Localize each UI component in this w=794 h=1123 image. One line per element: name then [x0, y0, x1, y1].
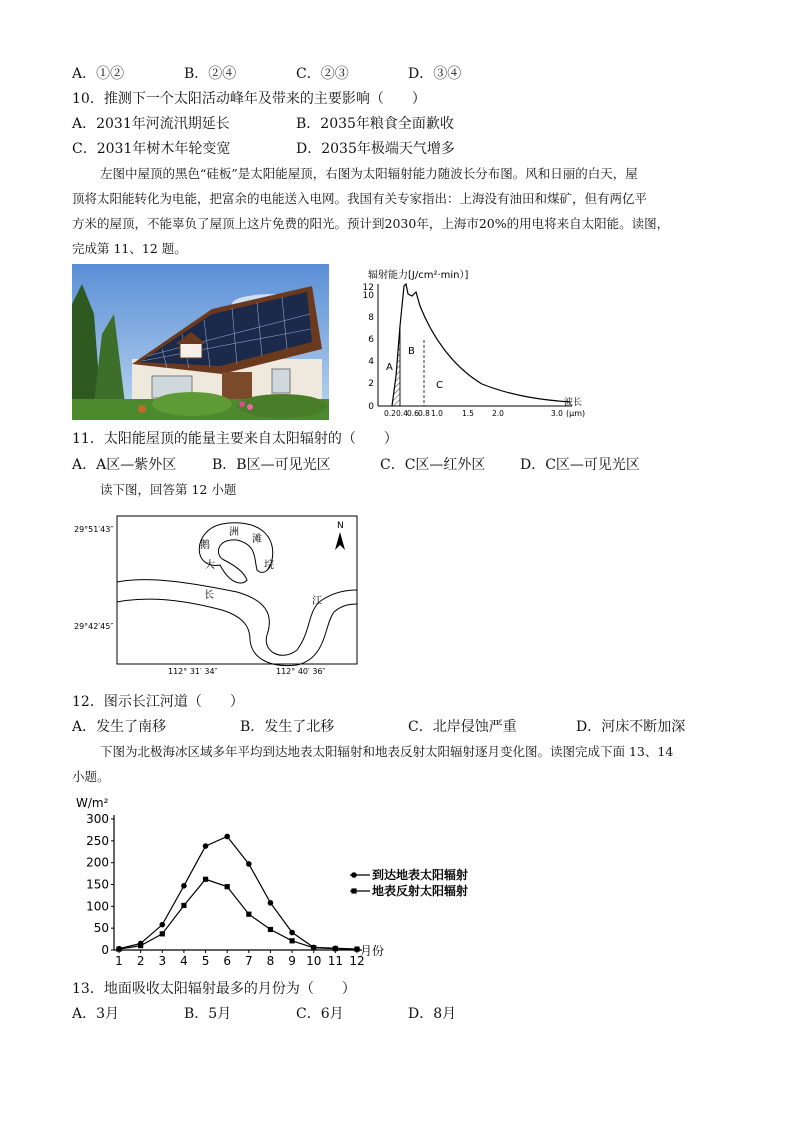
q12-option-d: D．河床不断加深	[576, 719, 686, 735]
spectrum-ytick-2: 2	[368, 379, 374, 389]
q13-stem: 13．地面吸收太阳辐射最多的月份为（ ）	[72, 981, 356, 997]
q13-option-a: A．3月	[72, 1006, 120, 1022]
chart-ytick-label: 0	[101, 943, 109, 957]
chart-xtick-label: 5	[201, 954, 210, 968]
q10-option-b: B．2035年粮食全面歉收	[296, 116, 454, 132]
spectrum-ytick-0: 0	[368, 402, 374, 412]
legend-label-2: 地表反射太阳辐射	[372, 884, 469, 898]
chart-ytick-label: 200	[86, 855, 109, 870]
series-1-point	[203, 843, 209, 849]
spectrum-xtick-0.6: 0.6	[407, 409, 419, 418]
spectrum-xunit: (μm)	[566, 409, 586, 418]
spectrum-region-b: B	[408, 346, 415, 357]
legend-label-1: 到达地表太阳辐射	[372, 868, 469, 882]
series-2-point	[203, 877, 208, 882]
svg-text:12: 12	[362, 283, 374, 293]
q9-option-d: D．③④	[408, 66, 462, 82]
q13-option-b: B．5月	[184, 1006, 232, 1022]
lake-char-3: 鹅	[200, 540, 210, 551]
q9-option-c: C．②③	[296, 66, 349, 82]
series-2-point	[268, 927, 273, 932]
solar-roof-photo	[72, 264, 329, 420]
spectrum-region-a: A	[386, 362, 393, 373]
chart-xlabel: 月份	[360, 944, 385, 958]
chart-xtick-label: 3	[158, 954, 167, 968]
chart-ytick-label: 150	[86, 877, 109, 892]
spectrum-ytick-10: 10	[362, 291, 374, 301]
series-1-point	[268, 900, 274, 906]
series-1-point	[224, 834, 230, 840]
chart-xtick-label: 4	[180, 954, 188, 968]
q12-option-a: A．发生了南移	[72, 719, 167, 735]
map-lat-bottom: 29°42′45″	[74, 622, 114, 631]
chart-xtick-label: 12	[349, 954, 365, 968]
legend-marker-2	[351, 888, 356, 893]
q11-option-a: A．A区—紫外区	[72, 457, 177, 473]
chart-xtick-label: 7	[244, 954, 253, 968]
series-2-point	[116, 947, 121, 952]
spectrum-xtick-2.0: 2.0	[492, 409, 504, 418]
river-char-1: 长	[204, 590, 214, 601]
intro-13-14-line2: 小题。	[72, 769, 110, 784]
chart-xtick-label: 9	[288, 954, 296, 968]
lake-char-4: 大	[205, 560, 215, 571]
series-1-point	[246, 861, 252, 867]
lake-char-2: 滩	[252, 534, 262, 545]
map-north-label: N	[337, 521, 344, 531]
river-char-2: 江	[312, 596, 322, 607]
spectrum-ytick-8: 8	[368, 313, 374, 323]
q13-option-d: D．8月	[408, 1006, 457, 1022]
series-2-point	[160, 931, 165, 936]
q10-option-c: C．2031年树木年轮变宽	[72, 141, 231, 157]
intro-11-12-line2: 顶将太阳能转化为电能，把富余的电能送入电网。我国有关专家指出：上海没有油田和煤矿，但有两亿平	[72, 191, 648, 206]
q10-option-a: A．2031年河流汛期延长	[72, 116, 230, 132]
map-lat-top: 29°51′43″	[74, 525, 114, 534]
intro-13-14-line1: 下图为北极海冰区域多年平均到达地表太阳辐射和地表反射太阳辐射逐月变化图。读图完成下面 13、14	[100, 744, 674, 759]
lake-char-5: 垸	[264, 560, 274, 571]
q11-stem: 11．太阳能屋顶的能量主要来自太阳辐射的（ ）	[72, 431, 398, 447]
q9-option-b: B．②④	[184, 66, 237, 82]
series-1-point	[159, 922, 165, 928]
series-2-point	[225, 884, 230, 889]
series-2-point	[181, 903, 186, 908]
series-1-point	[181, 883, 187, 889]
series-2-point	[246, 912, 251, 917]
spectrum-xtick-1.0: 1.0	[431, 409, 443, 418]
map-lon-left: 112° 31′ 34″	[168, 667, 218, 676]
spectrum-ytick-4: 4	[368, 357, 374, 367]
series-line-2	[119, 879, 357, 949]
chart-xtick-label: 8	[266, 954, 275, 968]
spectrum-xtick-1.5: 1.5	[462, 409, 474, 418]
chart-xtick-label: 11	[327, 954, 344, 968]
q13-option-c: C．6月	[296, 1006, 344, 1022]
spectrum-xtick-0.4: 0.4	[396, 409, 408, 418]
series-2-point	[138, 943, 143, 948]
series-2-point	[333, 946, 338, 951]
spectrum-xtick-0.8: 0.8	[418, 409, 430, 418]
chart-ytick-label: 100	[86, 899, 109, 914]
chart-ylabel: W/m²	[76, 796, 109, 810]
chart-xtick-label: 2	[136, 954, 145, 968]
series-2-point	[289, 938, 294, 943]
q9-option-a: A．①②	[72, 66, 125, 82]
chart-xtick-label: 1	[115, 954, 123, 968]
chart-ytick-label: 250	[86, 833, 109, 848]
legend-marker-1	[351, 872, 357, 878]
series-2-point	[354, 947, 359, 952]
q10-option-d: D．2035年极端天气增多	[296, 141, 455, 157]
q12-option-b: B．发生了北移	[240, 719, 335, 735]
intro-12: 读下图，回答第 12 小题	[100, 482, 237, 497]
spectrum-ytick-6: 6	[368, 335, 374, 345]
map-lon-right: 112° 40′ 36″	[276, 667, 326, 676]
q12-stem: 12．图示长江河道（ ）	[72, 694, 244, 710]
spectrum-xtick-3.0: 3.0	[551, 409, 563, 418]
intro-11-12-line1: 左图中屋顶的黑色“硅板”是太阳能屋顶，右图为太阳辐射能力随波长分布图。风和日丽的白天，屋	[100, 166, 638, 181]
spectrum-region-c: C	[436, 380, 443, 391]
intro-11-12-line3: 方米的屋顶，不能辜负了屋顶上这片免费的阳光。预计到2030年，上海市20%的用电将来自太阳能。读图，	[72, 216, 670, 231]
series-2-point	[311, 945, 316, 950]
solar-spectrum-chart	[352, 266, 602, 422]
series-line-1	[119, 836, 357, 949]
chart-xtick-label: 10	[306, 954, 322, 968]
chart-xtick-label: 6	[223, 954, 232, 968]
q11-option-b: B．B区—可见光区	[212, 457, 331, 473]
q12-option-c: C．北岸侵蚀严重	[408, 719, 517, 735]
chart-ytick-label: 300	[86, 812, 109, 826]
chart-ytick-label: 50	[93, 921, 109, 936]
q10-stem: 10．推测下一个太阳活动峰年及带来的主要影响（ ）	[72, 91, 426, 107]
q11-option-c: C．C区—红外区	[380, 457, 486, 473]
spectrum-ylabel: 辐射能力[J/cm²·min）]	[368, 270, 469, 281]
river-map	[72, 510, 362, 678]
spectrum-xlabel: 波长	[564, 398, 583, 408]
radiation-line-chart	[72, 795, 512, 973]
spectrum-xtick-0.2: 0.2	[384, 409, 396, 418]
q11-option-d: D．C区—可见光区	[520, 457, 640, 473]
intro-11-12-line4: 完成第 11、12 题。	[72, 241, 187, 256]
lake-char-1: 洲	[229, 527, 239, 538]
series-1-point	[289, 930, 295, 936]
